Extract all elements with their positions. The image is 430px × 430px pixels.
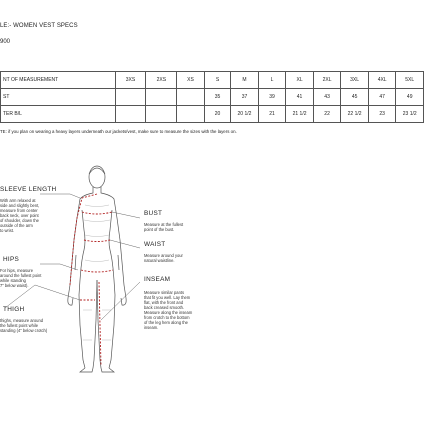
guide-text-line: back creased smooth. <box>144 305 185 310</box>
table-cell <box>146 106 177 123</box>
thigh-text <box>0 318 47 333</box>
table-cell: 37 <box>231 89 259 106</box>
guide-text-line: while standing <box>0 278 26 283</box>
thigh-label: THIGH <box>3 306 25 313</box>
inseam-text <box>144 290 192 330</box>
guide-text-line: Measure similar pants <box>144 290 185 295</box>
table-cell <box>177 106 205 123</box>
guide-text-line: flat, with the front and <box>144 300 184 305</box>
table-cell: TER B/L <box>1 106 116 123</box>
guide-text-line: to wrist. <box>0 228 15 233</box>
guide-text-line: standing (4" below crotch) <box>0 328 48 333</box>
table-header-cell: 2XL <box>313 72 341 89</box>
table-cell: 20 1/2 <box>231 106 259 123</box>
table-cell: 20 <box>204 106 230 123</box>
guide-text-line: With arm relaxed at <box>0 198 36 203</box>
table-cell: 43 <box>313 89 341 106</box>
guide-text-line: natural waistline. <box>144 258 175 263</box>
guide-text-line: thighs, measure around <box>0 318 44 323</box>
table-cell: 45 <box>341 89 369 106</box>
guide-text-line: back neck, over point <box>0 213 39 218</box>
bust-line <box>82 212 112 214</box>
spec-table <box>0 71 424 123</box>
waist-line <box>84 240 110 242</box>
layering-note: TE: if you plan on wearing a heavy layers underneath our jackets/vest, make sure to measure the sizes with the layers on. <box>0 129 237 134</box>
table-header-cell: S <box>204 72 230 89</box>
guide-text-line: For hips, measure <box>0 268 33 273</box>
table-header-row <box>1 72 424 89</box>
table-cell: 49 <box>396 89 424 106</box>
guide-text-line: the fullest point while <box>0 323 39 328</box>
guide-text-line: outside of the arm <box>0 223 33 228</box>
table-cell: 22 1/2 <box>341 106 369 123</box>
table-cell: 22 <box>313 106 341 123</box>
table-header-cell: XS <box>177 72 205 89</box>
bust-text <box>144 222 183 232</box>
bust-label: BUST <box>144 210 163 217</box>
guide-text-line: that fit you well. Lay them <box>144 295 191 300</box>
guide-text-line: around the fullest point <box>0 273 42 278</box>
table-cell: 47 <box>368 89 396 106</box>
table-header-cell: L <box>258 72 286 89</box>
table-cell: 39 <box>258 89 286 106</box>
guide-text-line: of the leg hem along the <box>144 320 188 325</box>
guide-text-line: inseam. <box>144 325 159 330</box>
hips-line <box>81 270 113 272</box>
table-header-cell: 3XS <box>115 72 146 89</box>
table-row <box>1 89 424 106</box>
table-header-cell: NT OF MEASUREMENT <box>1 72 116 89</box>
style-code: 900 <box>0 39 11 45</box>
guide-text-line: measure from center <box>0 208 38 213</box>
spec-title: LE:- WOMEN VEST SPECS <box>0 23 78 29</box>
body-measurement-figure <box>0 160 430 390</box>
table-cell: 41 <box>286 89 314 106</box>
waist-text <box>144 253 183 263</box>
table-header-cell: XL <box>286 72 314 89</box>
hips-label: HIPS <box>3 256 20 263</box>
table-cell: 21 1/2 <box>286 106 314 123</box>
guide-text-line: from crotch to the bottom <box>144 315 190 320</box>
table-header-cell: 3XL <box>341 72 369 89</box>
table-header-cell: M <box>231 72 259 89</box>
guide-text-line: Measure around your <box>144 253 183 258</box>
guide-text-line: 7" below waist). <box>0 283 29 288</box>
waist-label: WAIST <box>144 241 166 248</box>
guide-text-line: Measure at the fullest <box>144 222 184 227</box>
guide-text-line: of shoulder, down the <box>0 218 39 223</box>
sleeve-length-label: SLEEVE LENGTH <box>0 186 57 193</box>
inseam-label: INSEAM <box>144 276 171 283</box>
table-header-cell: 5XL <box>396 72 424 89</box>
table-cell: 23 1/2 <box>396 106 424 123</box>
table-cell <box>177 89 205 106</box>
table-cell <box>115 106 146 123</box>
hips-text <box>0 268 41 288</box>
table-header-cell: 4XL <box>368 72 396 89</box>
guide-text-line: point of the bust. <box>144 227 175 232</box>
guide-text-line: Measure along the inseam <box>144 310 193 315</box>
sleeve-length-text <box>0 198 39 233</box>
sleeve-line <box>70 194 97 285</box>
table-cell <box>146 89 177 106</box>
table-cell: 21 <box>258 106 286 123</box>
table-row <box>1 106 424 123</box>
table-cell <box>115 89 146 106</box>
table-header-cell: 2XS <box>146 72 177 89</box>
table-cell: 23 <box>368 106 396 123</box>
table-cell: ST <box>1 89 116 106</box>
guide-text-line: side and slightly bent, <box>0 203 40 208</box>
table-cell: 35 <box>204 89 230 106</box>
